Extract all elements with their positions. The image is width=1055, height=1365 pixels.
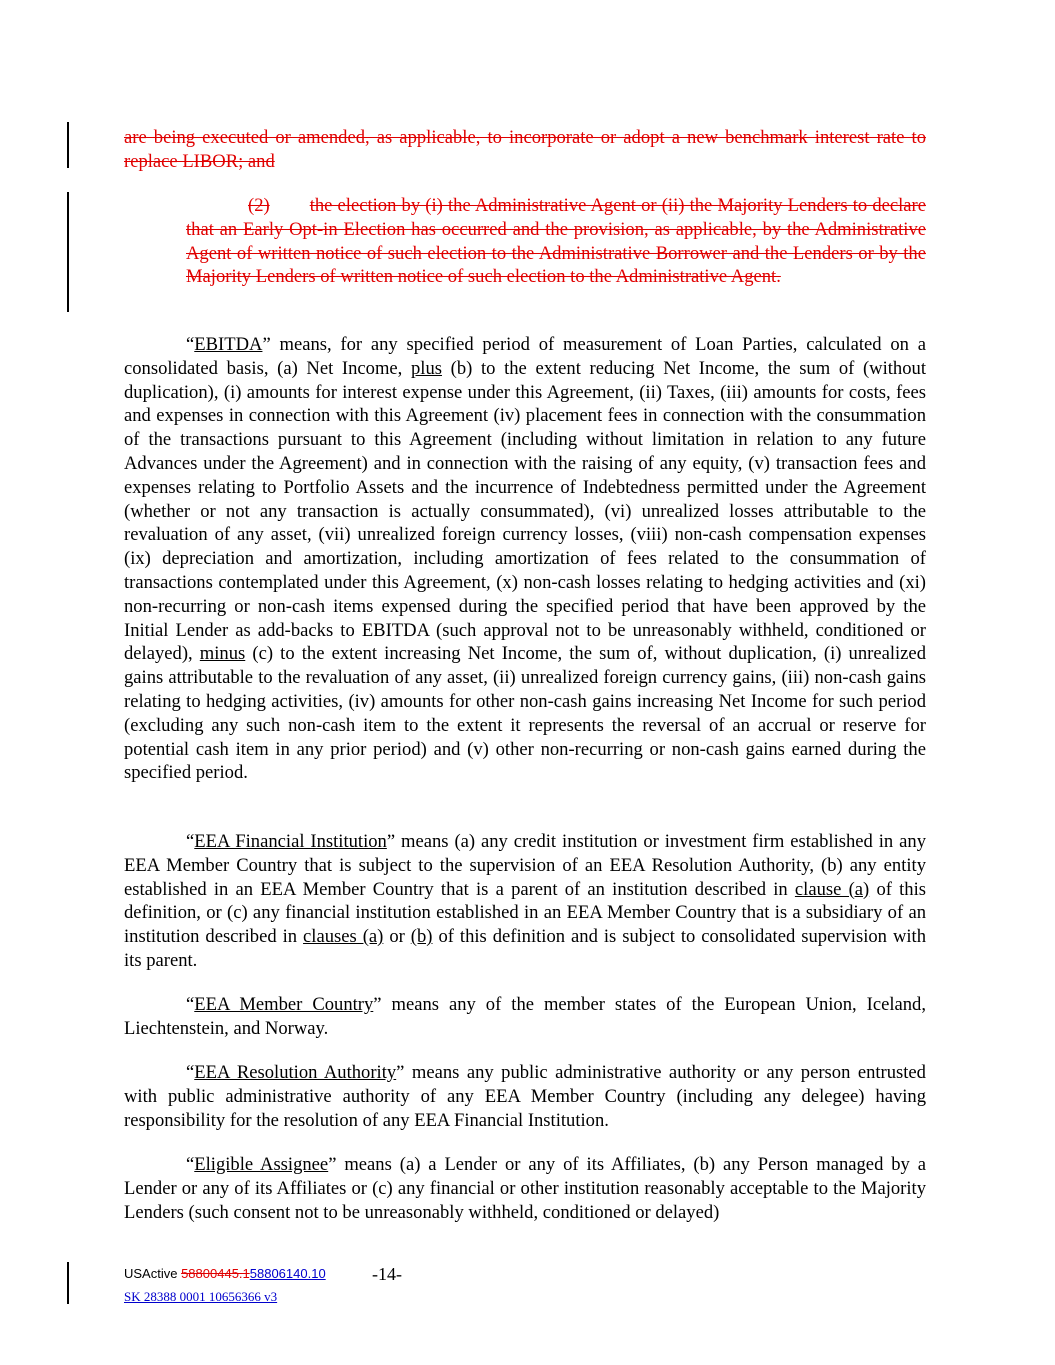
footer-doc-id (124, 1266, 326, 1281)
definition-text: of this definition and is subject to consolidated supervision with its parent. (124, 926, 926, 971)
emphasis-plus: plus (410, 357, 442, 379)
deleted-text-libor: are being executed or amended, as applicable, to incorporate or adopt a new benchmark interest rate to replace LIBOR; and (124, 127, 926, 172)
defined-term: EBITDA (194, 334, 263, 355)
defined-term: EEA Financial Institution (194, 831, 387, 852)
quote: “ (186, 1062, 195, 1083)
item-number: (2) (248, 195, 270, 216)
change-bar (67, 122, 69, 168)
quote: “ (186, 831, 195, 852)
quote: “ (186, 1154, 195, 1175)
cross-reference: clause (a) (794, 878, 870, 900)
page-number: -14- (372, 1264, 402, 1284)
deleted-doc-id: 58800445.1 (181, 1266, 250, 1281)
definition-eea-resolution-authority (124, 1061, 926, 1132)
definition-text: (b) to the extent reducing Net Income, the sum of (without duplication), (i) amounts for interest expense under this Agreement, (ii) Taxes, (iii) amounts for costs, fees and expenses in connection with this Agreement (iv) placement fees in connection with the consummation of the transactions pursuant to this Agreement (including without limitation in relation to any future Advances under the Agreement) and in connection with the raising of any equity, (v) transaction fees and expenses relating to Portfolio Assets and the incurrence of Indebtedness permitted under the Agreement (whether or not any transaction is actually consummated), (vi) unrealized losses attributable to the revaluation of any asset, (vii) unrealized foreign currency losses, (viii) non-cash compensation expenses (ix) depreciation and amortization, including amortization of fees related to the consummation of transactions contemplated under this Agreement, (x) non-cash losses relating to hedging activities and (xi) non-recurring or non-cash items expensed during the specified period that have been approved by the Initial Lender as add-backs to EBITDA (such approval not to be unreasonably withheld, conditioned or delayed), (124, 357, 926, 665)
definition-ebitda (124, 333, 926, 785)
footer-prefix: USActive (124, 1266, 182, 1281)
definition-text: (c) to the extent increasing Net Income, the sum of, without duplication, (i) unrealized gains attributable to the revaluation of any asset, (ii) unrealized foreign currency gains, (iii) non-cash gains relating to hedging activities, (iv) amounts for other non-cash gains increasing Net Income for such period (excluding any such non-cash item to the extent it represents the reversal of an accrual or reserve for potential cash item in any prior period) and (v) other non-recurring or non-cash gains earned during the specified period. (124, 643, 926, 784)
footer-sk-reference: SK 28388 0001 10656366 v3 (124, 1289, 278, 1304)
change-bar (67, 192, 69, 312)
item-text: the election by (i) the Administrative Agent or (ii) the Majority Lenders to declare that an Early Opt-in Election has occurred and the provision, as applicable, by the Administrative Agent of written notice of such election to the Administrative Borrower and the Lenders or by the Majority Lenders of written notice of such election to the Administrative Agent. (186, 195, 926, 288)
change-bar (67, 1262, 69, 1304)
defined-term: Eligible Assignee (194, 1154, 329, 1175)
definition-eea-financial-institution (124, 830, 926, 973)
definition-text: ” means any of the member states of the European Union, Iceland, Liechtenstein, and Norway. (124, 994, 926, 1039)
defined-term: EEA Resolution Authority (194, 1062, 397, 1083)
definition-eea-member-country (124, 993, 926, 1041)
deleted-item-2 (186, 194, 926, 289)
defined-term: EEA Member Country (194, 994, 374, 1015)
definition-text: of this definition, or (c) any financial institution established in an EEA Member Country that is a subsidiary of an institution described in (124, 878, 926, 948)
cross-reference: (b) (410, 926, 433, 948)
definition-text: or (383, 926, 411, 948)
quote: “ (186, 994, 195, 1015)
definition-eligible-assignee (124, 1153, 926, 1224)
definition-text: ” means, for any specified period of measurement of Loan Parties, calculated on a consolidated basis, (a) Net Income, (124, 334, 926, 379)
emphasis-minus: minus (199, 643, 246, 665)
definition-text: ” means (a) a Lender or any of its Affiliates, (b) any Person managed by a Lender or any of its Affiliates or (c) any financial or other institution reasonably acceptable to the Majority Lenders (such consent not to be unreasonably withheld, conditioned or delayed) (124, 1154, 927, 1223)
definition-text: ” means (a) any credit institution or investment firm established in any EEA Member Country that is subject to the supervision of an EEA Resolution Authority, (b) any entity established in an EEA Member Country that is a parent of an institution described in (124, 831, 926, 900)
definition-text: ” means any public administrative authority or any person entrusted with public administrative authority of any EEA Member Country (including any delegee) having responsibility for the resolution of any EEA Financial Institution. (124, 1062, 926, 1131)
inserted-doc-id: 58806140.10 (249, 1266, 326, 1281)
cross-reference: clauses (a) (303, 926, 384, 948)
quote: “ (186, 334, 195, 355)
